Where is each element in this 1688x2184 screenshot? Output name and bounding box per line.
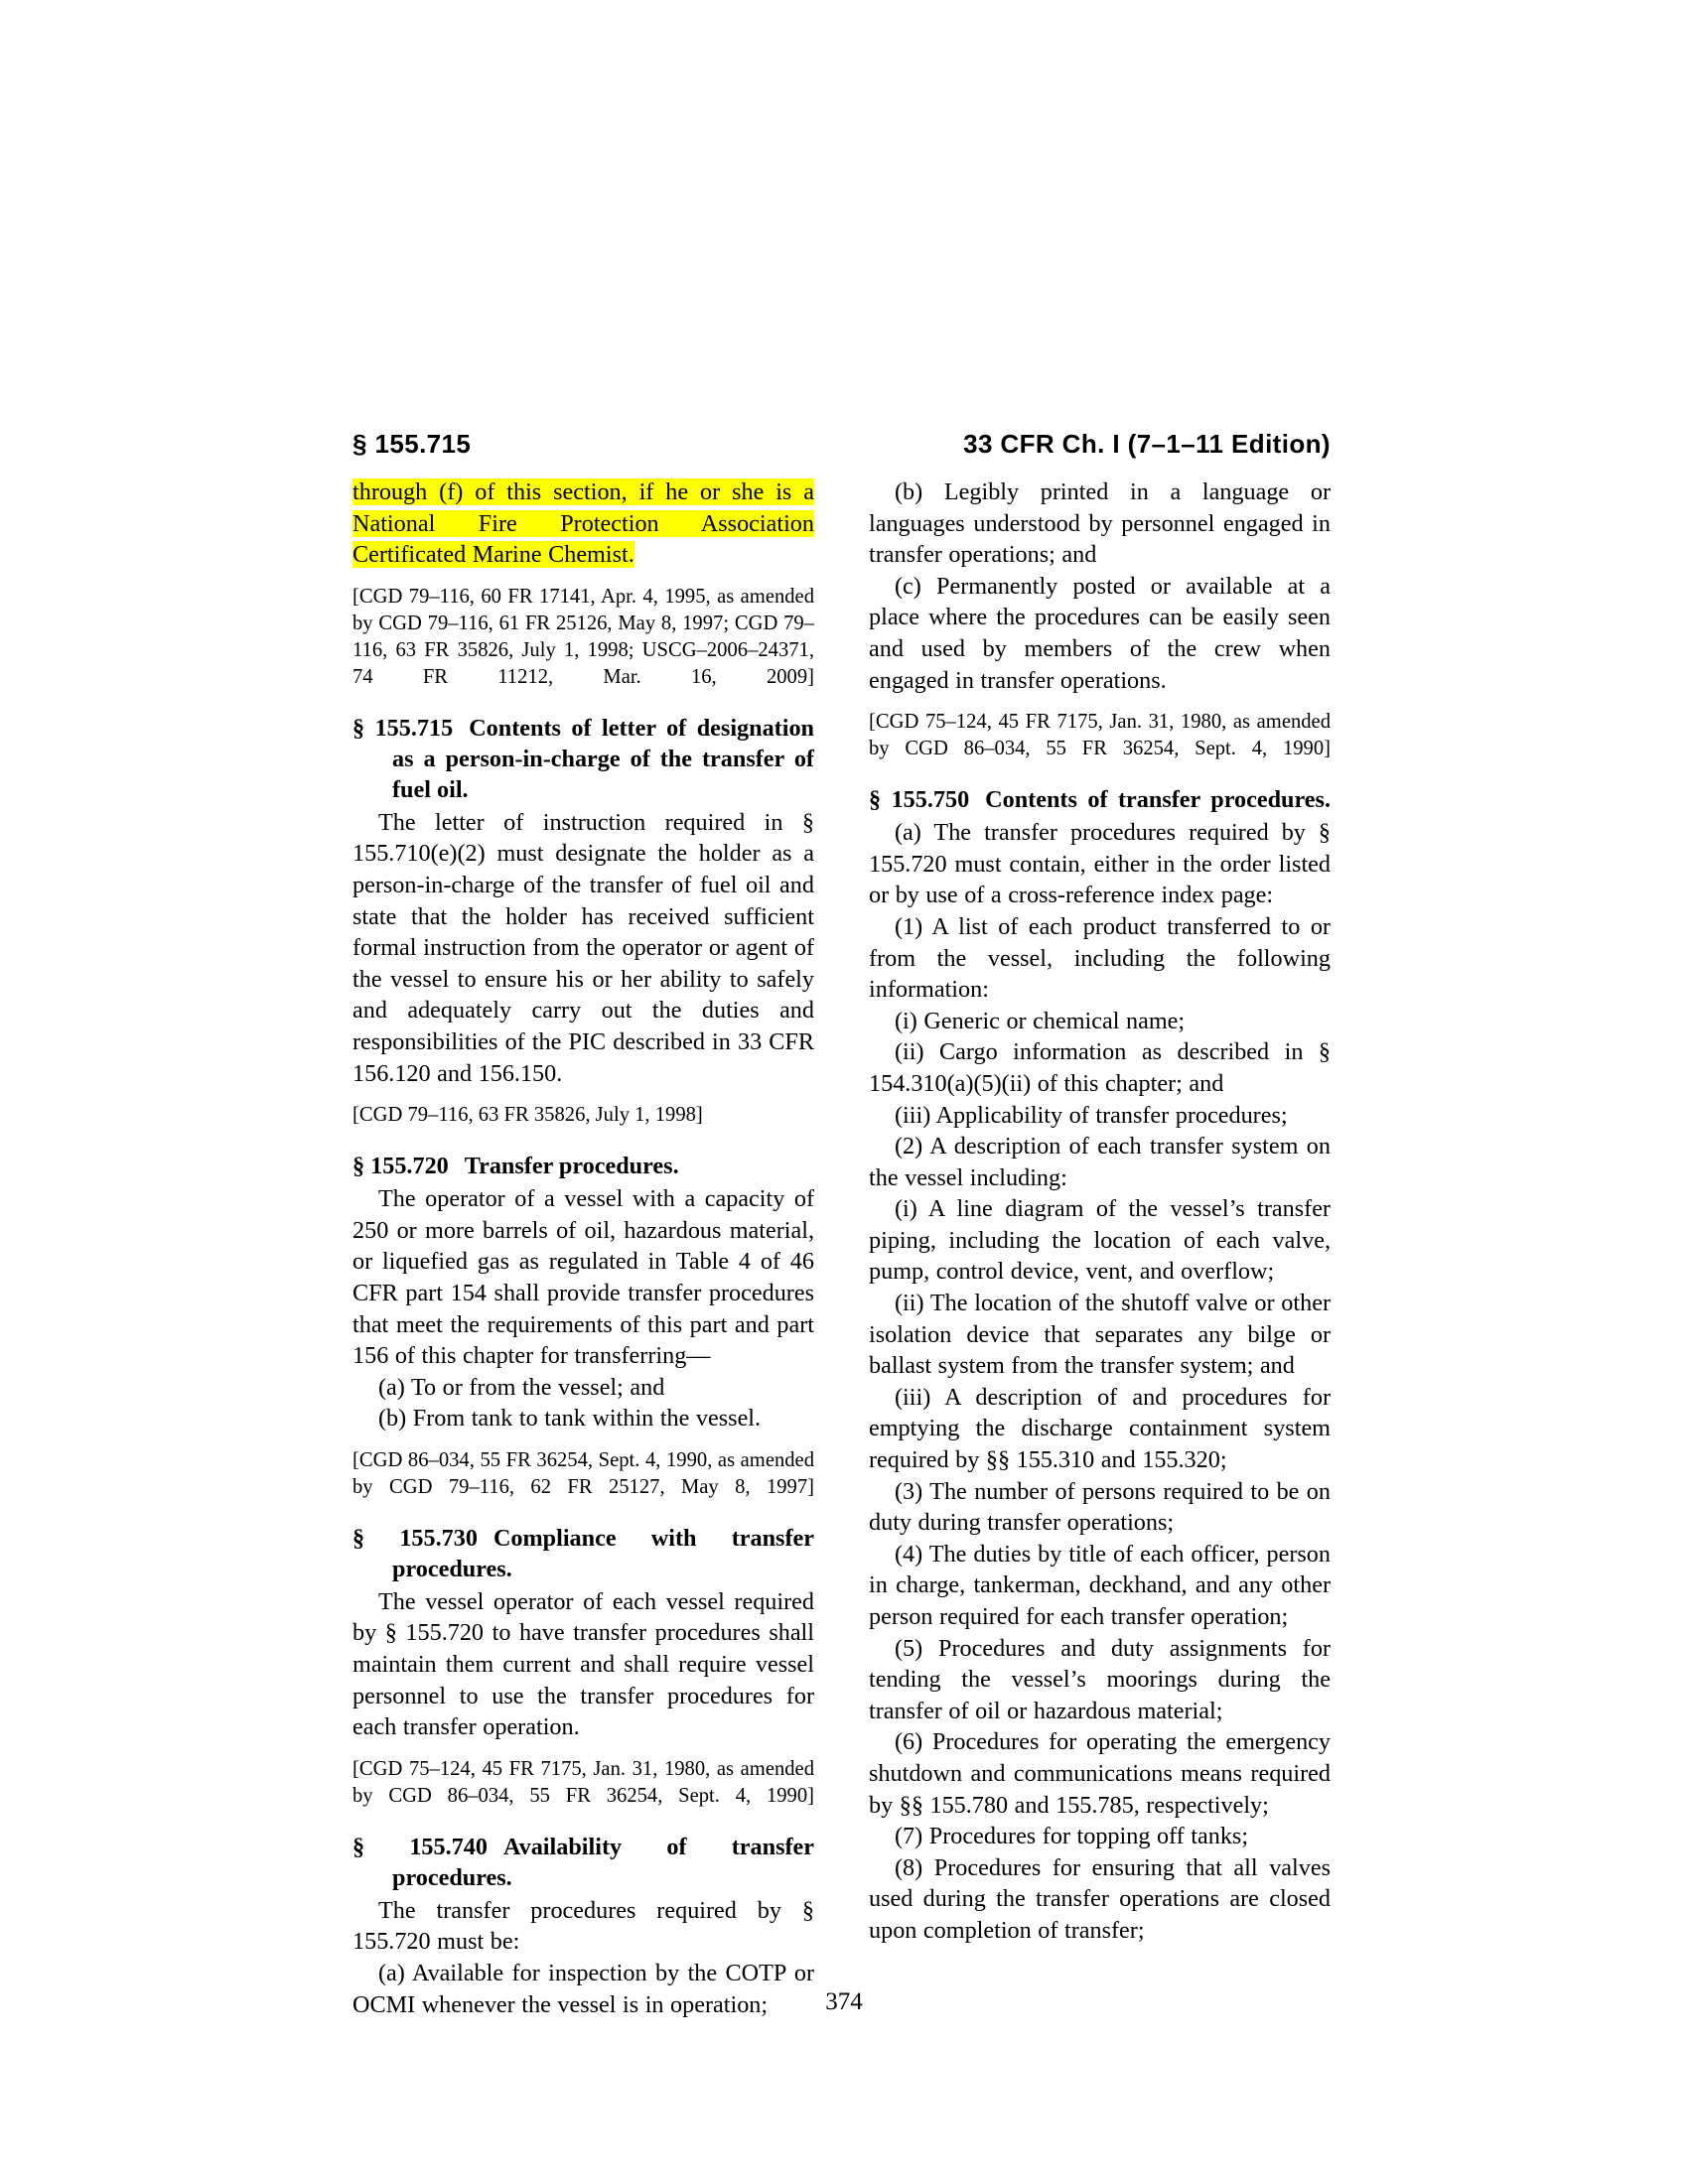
- running-head-edition: 33 CFR Ch. I (7–1–11 Edition): [963, 429, 1331, 459]
- running-head-section: § 155.715: [352, 429, 472, 459]
- section-155-750-item-a1ii: (ii) Cargo information as described in § 154.310(a)(5)(ii) of this chapter; and: [869, 1038, 1331, 1097]
- section-155-750-item-a5: (5) Procedures and duty assignments for tending the vessel’s moorings during the transfer of oil or hazardous material;: [869, 1634, 1331, 1724]
- section-155-750-item-a4: (4) The duties by title of each officer, person in charge, tankerman, deckhand, and any other person required for each transfer operation;: [869, 1540, 1331, 1630]
- citation-note: [CGD 86–034, 55 FR 36254, Sept. 4, 1990, as amended by CGD 79–116, 62 FR 25127, May 8, 1997]: [352, 1448, 814, 1498]
- section-number: § 155.750: [869, 786, 970, 814]
- section-heading-155-730: [352, 1523, 814, 1584]
- section-155-750-item-a6: (6) Procedures for operating the emergency shutdown and communications means required by §§ 155.780 and 155.785, respectively;: [869, 1728, 1331, 1819]
- running-head: [352, 429, 1331, 460]
- section-155-715-body: The letter of instruction required in § 155.710(e)(2) must designate the holder as a person-in-charge of the transfer of fuel oil and state that the holder has received sufficient formal instruction from the operator or agent of the vessel to ensure his or her ability to safely and adequately carry out the duties and responsibilities of the PIC described in 33 CFR 156.120 and 156.150.: [352, 808, 814, 1087]
- citation-note: [CGD 79–116, 60 FR 17141, Apr. 4, 1995, as amended by CGD 79–116, 61 FR 25126, May 8, 1997; CGD 79–116, 63 FR 35826, July 1, 1998; USCG–2006–24371, 74 FR 11212, Mar. 16, 2009]: [352, 585, 814, 688]
- section-155-750-item-a3: (3) The number of persons required to be on duty during transfer operations;: [869, 1477, 1331, 1537]
- section-155-750-item-a7: (7) Procedures for topping off tanks;: [895, 1823, 1249, 1850]
- highlight-marker: through (f) of this section, if he or she is a National Fire Protection Association Certificated Marine Chemist.: [352, 478, 814, 569]
- section-number: § 155.740: [352, 1833, 488, 1860]
- section-155-730-body: The vessel operator of each vessel required by § 155.720 to have transfer procedures shall maintain them current and shall require vessel personnel to use the transfer procedures for each transfer operation.: [352, 1587, 814, 1741]
- citation-note: [CGD 75–124, 45 FR 7175, Jan. 31, 1980, as amended by CGD 86–034, 55 FR 36254, Sept. 4, 1990]: [352, 1757, 814, 1807]
- section-155-750-item-a2ii: (ii) The location of the shutoff valve or other isolation device that separates any bilge or ballast system from the transfer system; and: [869, 1290, 1331, 1380]
- section-heading-155-720: [352, 1151, 814, 1181]
- citation-note: [CGD 75–124, 45 FR 7175, Jan. 31, 1980, as amended by CGD 86–034, 55 FR 36254, Sept. 4, 1990]: [869, 711, 1331, 760]
- section-155-750-item-a1: (1) A list of each product transferred to or from the vessel, including the following information:: [869, 912, 1331, 1004]
- section-155-740-item-a: (a) Available for inspection by the COTP or OCMI whenever the vessel is in operation;: [352, 1960, 814, 2018]
- section-155-750-item-a2: (2) A description of each transfer system on the vessel including:: [869, 1133, 1331, 1191]
- section-155-720-body: The operator of a vessel with a capacity of 250 or more barrels of oil, hazardous material, or liquefied gas as regulated in Table 4 of 46 CFR part 154 shall provide transfer procedures that meet the requirements of this part and part 156 of this chapter for transferring—: [352, 1185, 814, 1370]
- page-number: 374: [825, 1988, 863, 2015]
- section-heading-155-715: [352, 713, 814, 805]
- section-155-720-item-a: (a) To or from the vessel; and: [378, 1373, 665, 1401]
- section-155-720-item-b: (b) From tank to tank within the vessel.: [378, 1405, 762, 1433]
- section-155-750-item-a8: (8) Procedures for ensuring that all valves used during the transfer operations are closed upon completion of transfer;: [869, 1853, 1331, 1944]
- right-column: [869, 477, 1331, 1944]
- section-number: § 155.730: [352, 1524, 478, 1552]
- section-155-740-body: The transfer procedures required by § 155.720 must be:: [352, 1896, 814, 1956]
- highlighted-passage: [352, 477, 814, 571]
- section-title: Compliance with transfer procedures.: [392, 1524, 814, 1582]
- section-155-740-item-b: (b) Legibly printed in a language or languages understood by personnel engaged in transfer operations; and: [869, 478, 1331, 569]
- section-155-750-item-a: (a) The transfer procedures required by § 155.720 must contain, either in the order listed or by use of a cross-reference index page:: [869, 819, 1331, 909]
- citation-note: [CGD 79–116, 63 FR 35826, July 1, 1998]: [352, 1104, 703, 1127]
- section-title: Contents of letter of designation as a person-in-charge of the transfer of fuel oil.: [392, 714, 814, 803]
- section-title: Availability of transfer procedures.: [392, 1833, 815, 1891]
- section-heading-155-740: [352, 1832, 814, 1893]
- section-title: Contents of transfer procedures.: [985, 786, 1331, 814]
- section-number: § 155.715: [352, 714, 454, 742]
- section-155-740-item-c: (c) Permanently posted or available at a place where the procedures can be easily seen and used by members of the crew when engaged in transfer operations.: [869, 572, 1331, 694]
- section-155-750-item-a2i: (i) A line diagram of the vessel’s transfer piping, including the location of each valve, pump, control device, vent, and overflow;: [869, 1195, 1331, 1286]
- section-155-750-item-a1iii: (iii) Applicability of transfer procedures;: [895, 1101, 1288, 1129]
- section-title: Transfer procedures.: [464, 1153, 679, 1180]
- section-155-750-item-a1i: (i) Generic or chemical name;: [895, 1007, 1186, 1034]
- left-column: [352, 477, 815, 2018]
- section-number: § 155.720: [352, 1153, 449, 1180]
- section-heading-155-750: [869, 784, 1331, 815]
- section-155-750-item-a2iii: (iii) A description of and procedures for emptying the discharge containment system required by §§ 155.310 and 155.320;: [869, 1383, 1331, 1474]
